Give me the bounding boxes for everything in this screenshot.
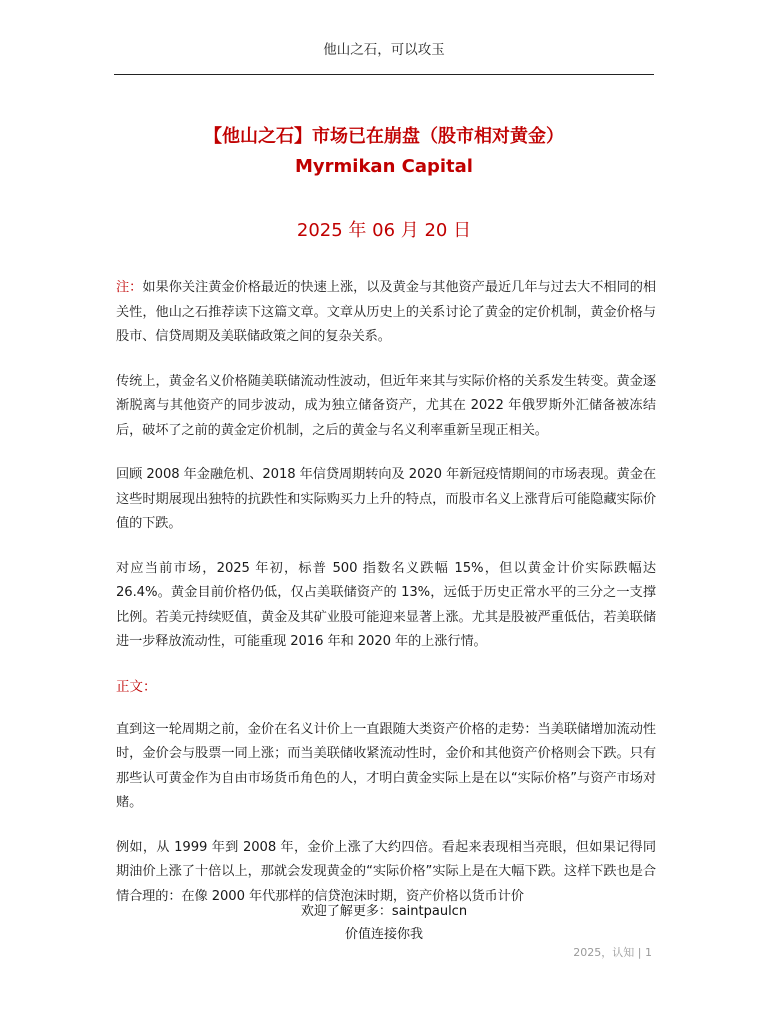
- title-block: [0, 124, 768, 182]
- body-paragraph-1: 直到这一轮周期之前，金价在名义计价上一直跟随大类资产价格的走势：当美联储增加流动性时，金价会与股票一同上涨；而当美联储收紧流动性时，金价和其他资产价格则会下跌。只有那些认可黄金作为自由市场货币角色的人，才明白黄金实际上是在以“实际价格”与资产市场对赌。: [116, 721, 656, 810]
- page-number: 2025，认知 | 1: [573, 946, 652, 959]
- body-heading: 正文：: [116, 678, 157, 695]
- summary-paragraph-2: 回顾 2008 年金融危机、2018 年信贷周期转向及 2020 年新冠疫情期间的市场表现。黄金在这些时期展现出独特的抗跌性和实际购买力上升的特点，而股市名义上涨背后可能隐藏实际价值的下跌。: [116, 467, 656, 531]
- page-footer: [0, 900, 768, 946]
- note-text: 如果你关注黄金价格最近的快速上涨，以及黄金与其他资产最近几年与过去大不相同的相关性，他山之石推荐读下这篇文章。文章从历史上的关系讨论了黄金的定价机制，黄金价格与股市、信贷周期及美联储政策之间的复杂关系。: [116, 280, 656, 344]
- footer-line-2: 价值连接你我: [344, 927, 423, 942]
- footer-line-1: 欢迎了解更多：saintpaulcn: [300, 904, 468, 919]
- note-label: 注：: [116, 280, 143, 295]
- note-paragraph: [116, 276, 656, 350]
- article-content: [116, 276, 656, 929]
- article-title: 【他山之石】市场已在崩盘（股市相对黄金）: [204, 126, 564, 147]
- summary-paragraph-3: 对应当前市场，2025 年初，标普 500 指数名义跌幅 15%，但以黄金计价实际跌幅达 26.4%。黄金目前价格仍低，仅占美联储资产的 13%，远低于历史正常水平的三分之一支撑比例。若美元持续贬值，黄金及其矿业股可能迎来显著上涨。尤其是股被严重低估，若美联储进一步释放流动性，可能重现 2016 年和 2020 年的上涨行情。: [116, 560, 656, 649]
- article-date: 2025 年 06 月 20 日: [296, 220, 472, 241]
- page-header: 他山之石，可以攻玉: [323, 42, 445, 58]
- article-author: Myrmikan Capital: [295, 156, 473, 177]
- summary-paragraph-1: 传统上，黄金名义价格随美联储流动性波动，但近年来其与实际价格的关系发生转变。黄金逐渐脱离与其他资产的同步波动，成为独立储备资产，尤其在 2022 年俄罗斯外汇储备被冻结后，破坏了之前的黄金定价机制，之后的黄金与名义利率重新呈现正相关。: [116, 373, 656, 438]
- body-paragraph-2: 例如，从 1999 年到 2008 年，金价上涨了大约四倍。看起来表现相当亮眼，但如果记得同期油价上涨了十倍以上，那就会发现黄金的“实际价格”实际上是在大幅下跌。这样下跌也是合情合理的：在像 2000 年代那样的信贷泡沫时期，资产价格以货币计价: [116, 839, 656, 904]
- header-divider: [114, 74, 654, 75]
